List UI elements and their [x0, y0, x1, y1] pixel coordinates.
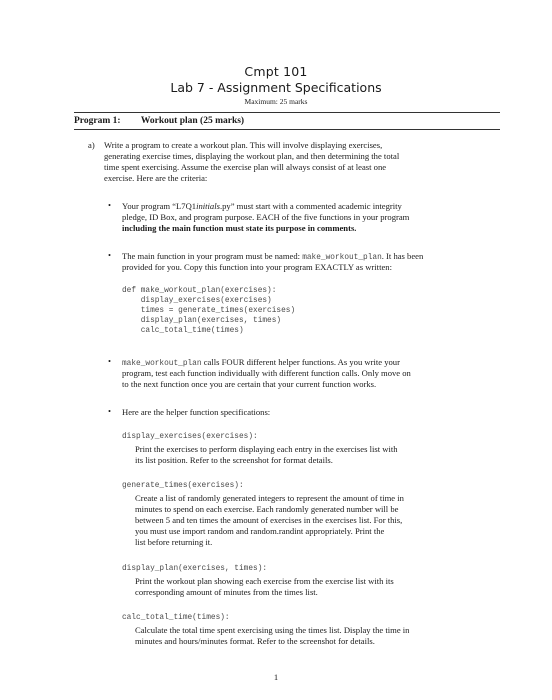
bullet-1-text-b: .py” must start with a commented academic integrity	[219, 201, 402, 211]
spec-1-line-2: its list position. Refer to the screenshot for format details.	[135, 455, 333, 465]
bullet-1-italic: initials	[196, 201, 220, 211]
bullet-3-text: calls FOUR different helper functions. As you write your	[201, 357, 400, 367]
program-title: Workout plan (25 marks)	[140, 116, 245, 126]
maximum-marks: Maximum: 25 marks	[244, 97, 308, 106]
bullet-3-line-3: to the next function once you are certain that your current function works.	[122, 379, 377, 389]
spec-2-line-3: between 5 and ten times the amount of exercises in the exercises list. For this,	[135, 515, 403, 525]
spec-2-signature: generate_times(exercises):	[122, 482, 244, 490]
spec-3-line-1: Print the workout plan showing each exercise from the exercise list with its	[135, 576, 394, 586]
watermark	[96, 546, 104, 554]
bullet-1-line-1	[122, 201, 402, 212]
bullet-4-text: Here are the helper function specifications:	[122, 407, 271, 417]
spec-4-line-1: Calculate the total time spent exercising using the times list. Display the time in	[135, 625, 410, 635]
top-rule	[74, 112, 500, 113]
bullet-1-text-a: Your program “L7Q1	[122, 201, 197, 211]
program-heading	[74, 116, 244, 126]
bullet-3-line-2: program, test each function individually with different function calls. Only move on	[122, 368, 411, 378]
code-line-4: display_plan(exercises, times)	[122, 317, 282, 325]
spec-2-line-4: you must use import random and random.randint appropriately. Print the	[135, 526, 385, 536]
part-a-line-2: generating exercise times, displaying the workout plan, and then determining the total	[104, 151, 400, 161]
code-line-1: def make_workout_plan(exercises):	[122, 287, 277, 295]
part-a-marker: a)	[88, 140, 95, 150]
program-label: Program 1:	[74, 116, 121, 126]
bullet-2: •	[108, 250, 112, 260]
code-line-5: calc_total_time(times)	[122, 327, 244, 335]
bullet-2-line-2: provided for you. Copy this function into your program EXACTLY as written:	[122, 262, 392, 272]
spec-3-line-2: corresponding amount of minutes from the times list.	[135, 587, 318, 597]
spec-2-line-5: list before returning it.	[135, 537, 213, 547]
bullet-4: •	[108, 406, 112, 416]
bullet-1-line-3: including the main function must state its purpose in comments.	[122, 223, 357, 233]
part-a-line-3: time spent exercising. Assume the exercise plan will always consist of at least one	[104, 162, 387, 172]
bullet-1: •	[108, 200, 112, 210]
spec-3-signature: display_plan(exercises, times):	[122, 565, 268, 573]
part-a-line-1: Write a program to create a workout plan. This will involve displaying exercises,	[104, 140, 383, 150]
course-title: Cmpt 101	[244, 64, 308, 79]
spec-2-line-2: minutes to spend on each exercise. Each randomly generated number will be	[135, 504, 399, 514]
bullet-2-text-a: The main function in your program must be named:	[122, 251, 303, 261]
spec-4-line-2: minutes and hours/minutes format. Refer to the screenshot for details.	[135, 636, 375, 646]
bullet-2-text-b: . It has been	[381, 251, 424, 261]
spec-1-signature: display_exercises(exercises):	[122, 433, 258, 441]
spec-1-line-1: Print the exercises to perform displaying each entry in the exercises list with	[135, 444, 398, 454]
bullet-1-line-2: pledge, ID Box, and program purpose. EACH of the five functions in your program	[122, 212, 410, 222]
code-line-2: display_exercises(exercises)	[122, 297, 272, 305]
bullet-3-code: make_workout_plan	[122, 360, 202, 368]
page-number: 1	[273, 672, 279, 682]
bullet-3: •	[108, 356, 112, 366]
spec-4-signature: calc_total_time(times):	[122, 614, 230, 622]
code-line-3: times = generate_times(exercises)	[122, 307, 296, 315]
part-a-line-4: exercise. Here are the criteria:	[104, 173, 208, 183]
spec-2-line-1: Create a list of randomly generated integers to represent the amount of time in	[135, 493, 404, 503]
bullet-2-code: make_workout_plan	[302, 254, 382, 262]
bottom-rule	[74, 129, 500, 130]
lab-title: Lab 7 - Assignment Specifications	[170, 80, 382, 95]
